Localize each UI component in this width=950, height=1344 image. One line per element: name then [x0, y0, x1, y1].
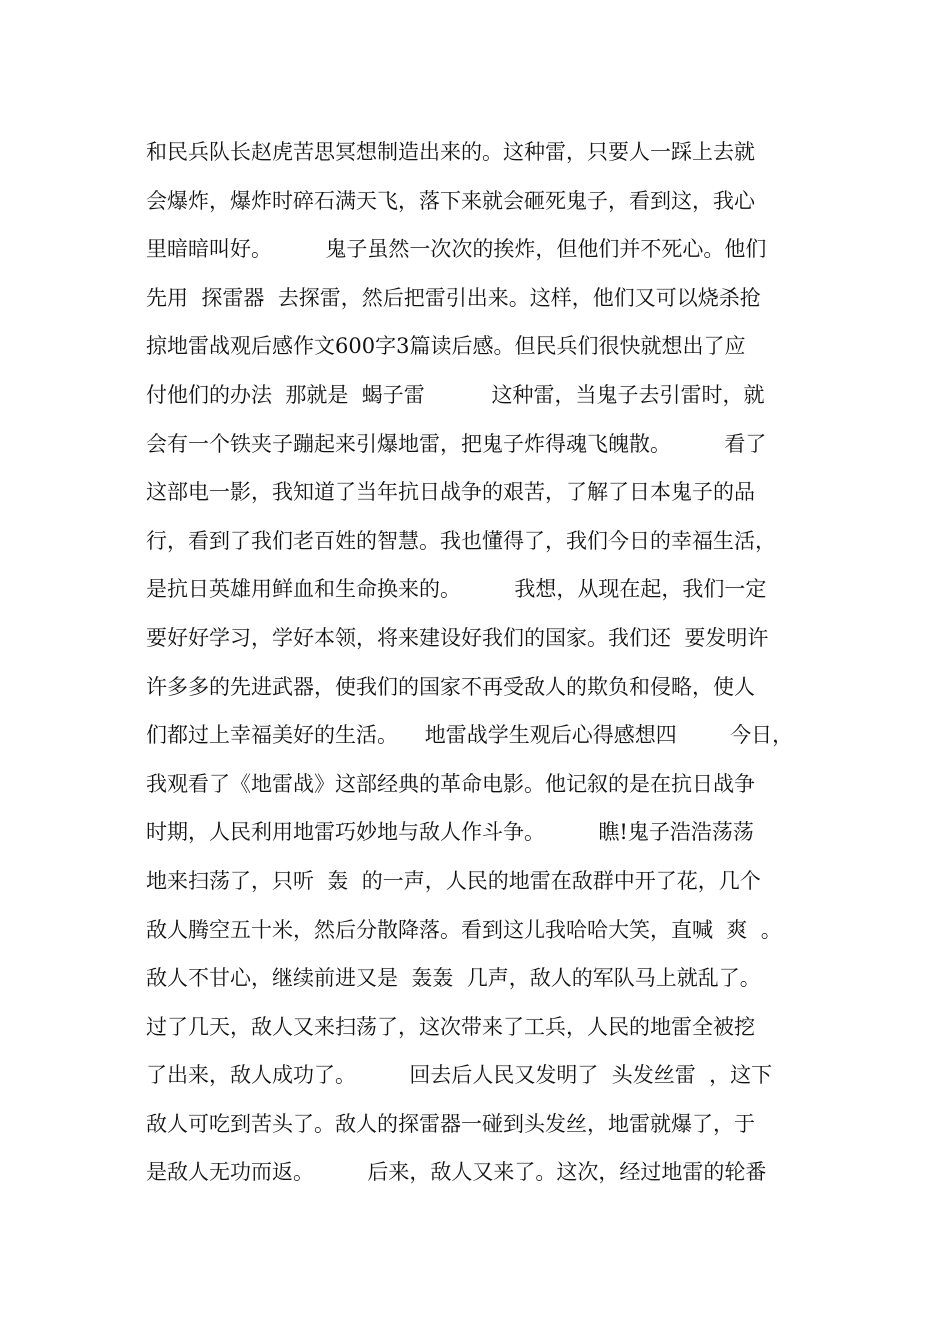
- text-line: 时期，人民利用地雷巧妙地与敌人作斗争。 瞧!鬼子浩浩荡荡: [146, 820, 754, 845]
- text-line: 是抗日英雄用鲜血和生命换来的。 我想，从现在起，我们一定: [146, 577, 767, 602]
- text-line: 地来扫荡了，只听 轰 的一声，人民的地雷在敌群中开了花，几个: [146, 868, 761, 893]
- text-line: 和民兵队长赵虎苦思冥想制造出来的。这种雷，只要人一踩上去就: [146, 140, 755, 164]
- text-line: 敌人不甘心，继续前进又是 轰轰 几声，敌人的军队马上就乱了。: [146, 966, 761, 991]
- text-line: 掠地雷战观后感作文600字3篇读后感。但民兵们很快就想出了应: [146, 334, 746, 359]
- text-line: 里暗暗叫好。 鬼子虽然一次次的挨炸，但他们并不死心。他们: [146, 237, 767, 262]
- text-line: 敌人腾空五十米，然后分散降落。看到这儿我哈哈大笑，直喊 爽 。: [146, 917, 782, 942]
- text-line: 了出来，敌人成功了。 回去后人民又发明了 头发丝雷 ，这下: [146, 1063, 773, 1088]
- text-line: 敌人可吃到苦头了。敌人的探雷器一碰到头发丝，地雷就爆了，于: [146, 1111, 755, 1136]
- text-line: 先用 探雷器 去探雷，然后把雷引出来。这样，他们又可以烧杀抢: [146, 285, 761, 310]
- text-line: 付他们的办法 那就是 蝎子雷 这种雷，当鬼子去引雷时，就: [146, 382, 765, 407]
- text-line: 会有一个铁夹子蹦起来引爆地雷，把鬼子炸得魂飞魄散。 看了: [146, 431, 767, 456]
- text-line: 会爆炸，爆炸时碎石满天飞，落下来就会砸死鬼子，看到这，我心: [146, 188, 755, 213]
- body-text: [146, 128, 816, 1197]
- text-line: 要好好学习，学好本领，将来建设好我们的国家。我们还 要发明许: [146, 625, 769, 650]
- text-line: 过了几天，敌人又来扫荡了，这次带来了工兵，人民的地雷全被挖: [146, 1014, 755, 1039]
- text-line: 这部电一影，我知道了当年抗日战争的艰苦，了解了日本鬼子的品: [146, 480, 755, 505]
- text-line: 我观看了《地雷战》这部经典的革命电影。他记叙的是在抗日战争: [146, 771, 755, 796]
- text-line: 许多多的先进武器，使我们的国家不再受敌人的欺负和侵略，使人: [146, 674, 755, 699]
- text-line: 们都过上幸福美好的生活。 地雷战学生观后心得感想四 今日，: [146, 723, 794, 748]
- text-line: 是敌人无功而返。 后来，敌人又来了。这次，经过地雷的轮番: [146, 1160, 767, 1185]
- text-line: 行，看到了我们老百姓的智慧。我也懂得了，我们今日的幸福生活，: [146, 528, 776, 553]
